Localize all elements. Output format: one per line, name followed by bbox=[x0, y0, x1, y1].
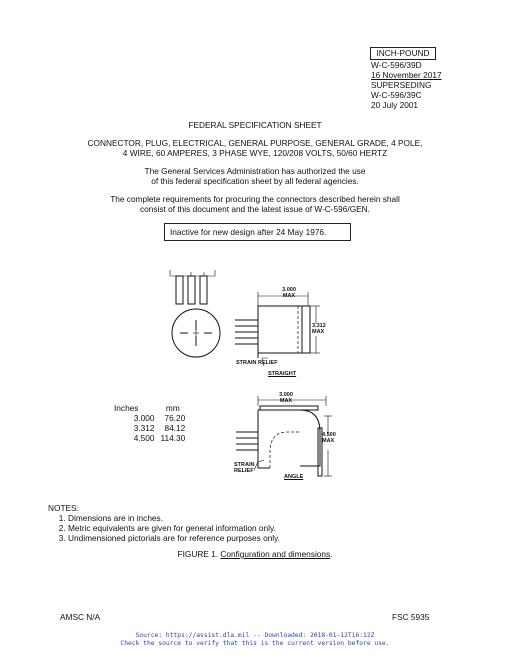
figure-suffix: . bbox=[330, 549, 333, 559]
table-row bbox=[114, 433, 191, 443]
figure-caption bbox=[0, 549, 510, 559]
figure-prefix: FIGURE 1. bbox=[177, 549, 219, 559]
mm-cell: 84.12 bbox=[164, 423, 186, 433]
straight-height-value: 3.312 bbox=[312, 323, 326, 329]
mm-cell: 114.30 bbox=[160, 433, 186, 443]
straight-width-dimension bbox=[269, 287, 309, 299]
superseded-date: 20 July 2001 bbox=[371, 100, 419, 110]
fsc-label: FSC 5935 bbox=[392, 612, 430, 622]
inactive-notice-text: Inactive for new design after 24 May 1976. bbox=[170, 227, 327, 237]
requirements-line-2: consist of this document and the latest issue of W-C-596/GEN. bbox=[140, 204, 370, 214]
straight-height-max: MAX bbox=[312, 329, 325, 335]
superseded-id: W-C-596/39C bbox=[371, 90, 422, 100]
angle-width-max: MAX bbox=[279, 398, 293, 404]
gsa-line-1: The General Services Administration has authorized the use bbox=[144, 166, 366, 176]
amsc-label: AMSC N/A bbox=[60, 612, 101, 622]
straight-height-dimension bbox=[312, 323, 326, 335]
page-title: FEDERAL SPECIFICATION SHEET bbox=[188, 120, 322, 130]
source-line: Source: https://assist.dla.mil -- Downloaded: 2018-01-12T16:12Z bbox=[135, 632, 375, 639]
list-item bbox=[68, 513, 428, 523]
inches-cell: 3.000 bbox=[133, 413, 155, 423]
mm-header: mm bbox=[165, 403, 180, 413]
notes-list bbox=[50, 513, 428, 543]
list-item bbox=[68, 533, 428, 543]
doc-id: W-C-596/39D bbox=[371, 60, 422, 70]
table-row bbox=[114, 413, 191, 423]
inches-cell: 4.500 bbox=[133, 433, 155, 443]
angle-height-dimension bbox=[322, 432, 336, 444]
requirements-line-1: The complete requirements for procuring the connectors described herein shall bbox=[110, 194, 400, 204]
subtitle-line-1: CONNECTOR, PLUG, ELECTRICAL, GENERAL PURPOSE, GENERAL GRADE, 4 POLE, bbox=[87, 138, 423, 148]
straight-caption: STRAIGHT bbox=[268, 371, 297, 377]
mm-cell: 76.20 bbox=[164, 413, 186, 423]
note-text: Undimensioned pictorials are for reference purposes only. bbox=[68, 533, 280, 543]
relief-label: RELIEF bbox=[234, 468, 254, 474]
inches-header: Inches bbox=[114, 403, 139, 413]
subtitle bbox=[0, 138, 510, 158]
strain-relief-label-angle bbox=[234, 462, 254, 474]
angle-height-value: 4.500 bbox=[322, 432, 336, 438]
inches-cell: 3.312 bbox=[133, 423, 155, 433]
conversion-table bbox=[114, 403, 191, 443]
angle-width-dimension bbox=[264, 392, 308, 404]
strain-label: STRAIN bbox=[234, 462, 255, 468]
angle-width-value: 3.000 bbox=[279, 392, 293, 398]
pin-view-top bbox=[170, 270, 215, 304]
verify-line: Check the source to verify that this is the current version before use. bbox=[120, 640, 390, 647]
superseding-label: SUPERSEDING bbox=[371, 80, 432, 90]
conversion-header-row bbox=[114, 403, 191, 413]
angle-height-max: MAX bbox=[322, 438, 335, 444]
requirements-statement bbox=[0, 194, 510, 214]
plug-face-view bbox=[172, 309, 220, 357]
table-row bbox=[114, 423, 191, 433]
figure-title: Configuration and dimensions bbox=[220, 549, 331, 559]
download-source bbox=[0, 632, 510, 648]
list-item bbox=[68, 523, 428, 533]
straight-width-max: MAX bbox=[282, 293, 296, 299]
gsa-authorization bbox=[0, 166, 510, 186]
notes-section bbox=[48, 503, 428, 543]
subtitle-line-2: 4 WIRE, 60 AMPERES, 3 PHASE WYE, 120/208 VOLTS, 50/60 HERTZ bbox=[122, 148, 388, 158]
note-text: Metric equivalents are given for general information only. bbox=[68, 523, 276, 533]
angle-caption: ANGLE bbox=[284, 474, 304, 480]
straight-width-value: 3.000 bbox=[282, 287, 296, 293]
inactive-notice bbox=[164, 223, 351, 241]
inch-pound-label: INCH-POUND bbox=[376, 48, 430, 58]
note-text: Dimensions are in inches. bbox=[68, 513, 163, 523]
document-header bbox=[371, 60, 491, 110]
gsa-line-2: of this federal specification sheet by all federal agencies. bbox=[151, 176, 359, 186]
notes-heading: NOTES: bbox=[48, 503, 79, 513]
strain-relief-label-straight: STRAIN RELIEF bbox=[236, 360, 278, 366]
inch-pound-badge bbox=[370, 47, 436, 60]
straight-side-view bbox=[235, 292, 320, 366]
doc-date: 16 November 2017 bbox=[371, 70, 442, 80]
